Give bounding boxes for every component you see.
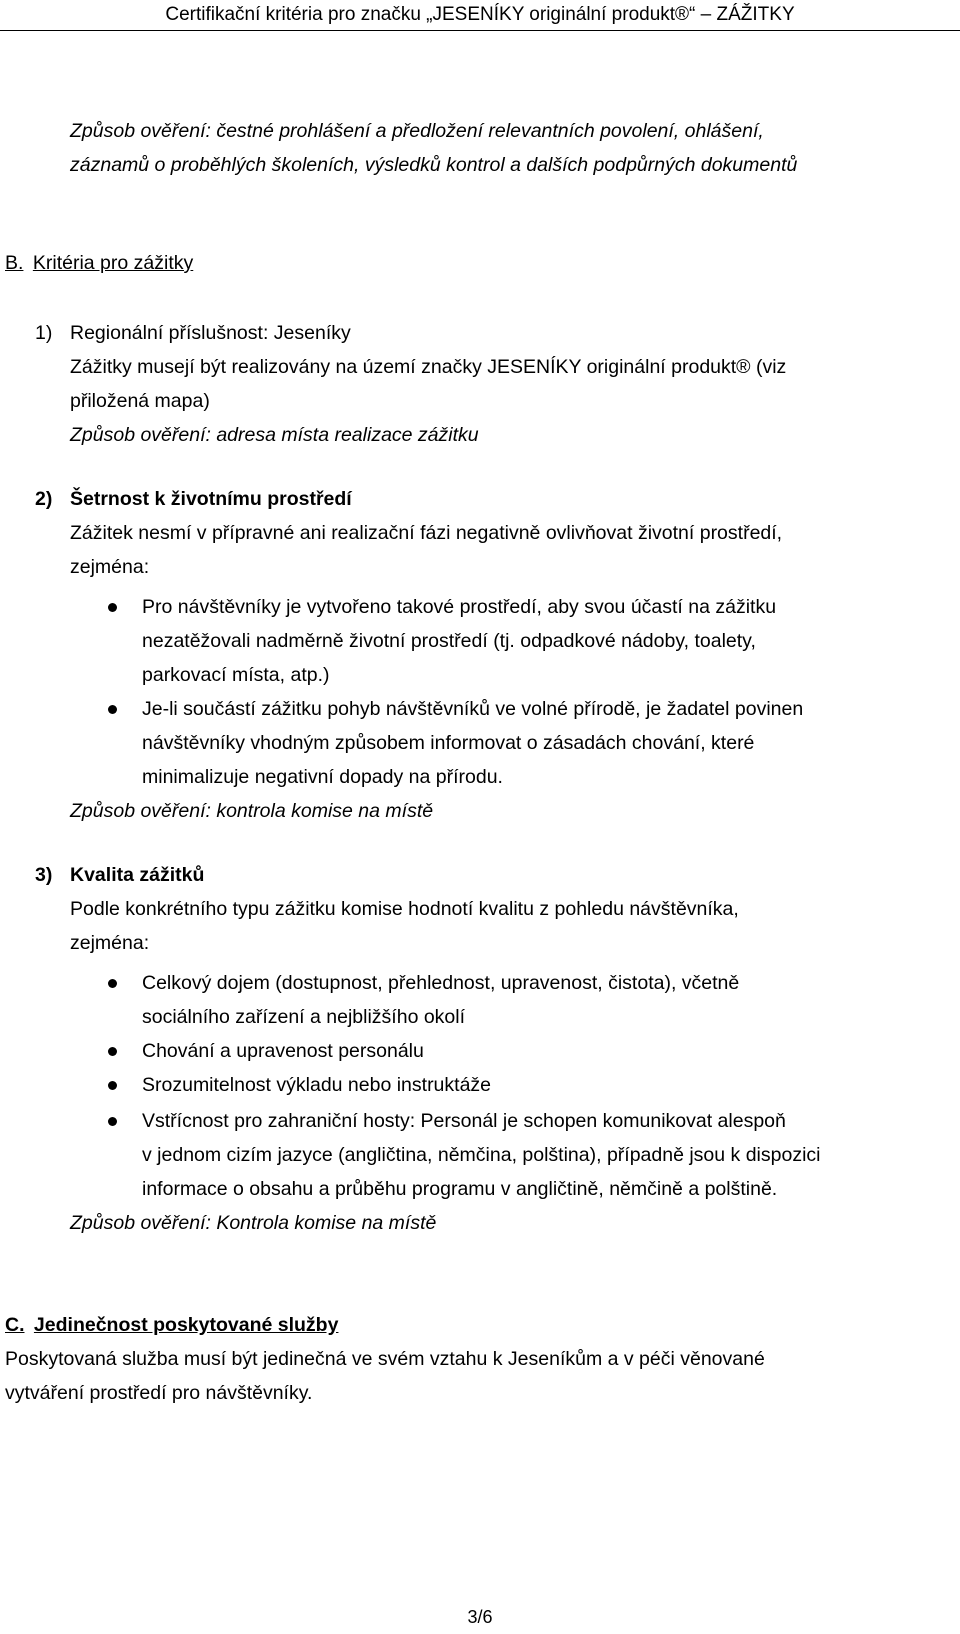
header-divider — [0, 30, 960, 31]
criterion-2-bullet-2-line-1: Je-li součástí zážitku pohyb návštěvníků ve volné přírodě, je žadatel povinen — [142, 698, 804, 720]
criterion-3-bullet-3-line-1: Srozumitelnost výkladu nebo instruktáže — [142, 1074, 492, 1096]
intro-verification-line-2: záznamů o proběhlých školeních, výsledků kontrol a dalších podpůrných dokumentů — [70, 154, 798, 176]
intro-verification-line-1: Způsob ověření: čestné prohlášení a předložení relevantních povolení, ohlášení, — [70, 120, 764, 142]
criterion-1-title: Regionální příslušnost: Jeseníky — [70, 322, 351, 344]
page-number: 3/6 — [467, 1607, 493, 1627]
criterion-2-bullet-1-line-3: parkovací místa, atp.) — [142, 664, 330, 686]
bullet-icon — [108, 1081, 117, 1090]
section-c-heading — [5, 1308, 338, 1342]
criterion-3-body-line-1: Podle konkrétního typu zážitku komise hodnotí kvalitu z pohledu návštěvníka, — [70, 898, 739, 920]
criterion-1-verification: Způsob ověření: adresa místa realizace zážitku — [70, 424, 479, 446]
section-c-body-line-1: Poskytovaná služba musí být jedinečná ve svém vztahu k Jeseníkům a v péči věnované — [5, 1348, 765, 1370]
section-c-letter: C. — [5, 1314, 25, 1336]
section-c-body-line-2: vytváření prostředí pro návštěvníky. — [5, 1382, 313, 1404]
criterion-2-body-line-2: zejména: — [70, 556, 150, 578]
criterion-1-body-line-2: přiložená mapa) — [70, 390, 210, 412]
criterion-3-number: 3) — [35, 864, 53, 886]
criterion-3-body-line-2: zejména: — [70, 932, 150, 954]
criterion-3-bullet-1-line-1: Celkový dojem (dostupnost, přehlednost, upravenost, čistota), včetně — [142, 972, 740, 994]
bullet-icon — [108, 979, 117, 988]
criterion-2-bullet-1-line-2: nezatěžovali nadměrně životní prostředí (tj. odpadkové nádoby, toalety, — [142, 630, 756, 652]
criterion-2-verification: Způsob ověření: kontrola komise na místě — [70, 800, 434, 822]
criterion-2-title: Šetrnost k životnímu prostředí — [70, 488, 352, 510]
section-c-title: Jedinečnost poskytované služby — [33, 1314, 339, 1336]
criterion-3-bullet-4-line-1: Vstřícnost pro zahraniční hosty: Personál je schopen komunikovat alespoň — [142, 1110, 786, 1132]
criterion-1-number: 1) — [35, 322, 53, 344]
criterion-2-bullet-2-line-3: minimalizuje negativní dopady na přírodu. — [142, 766, 503, 788]
criterion-3-title: Kvalita zážitků — [70, 864, 205, 886]
criterion-2-bullet-2-line-2: návštěvníky vhodným způsobem informovat o zásadách chování, které — [142, 732, 755, 754]
bullet-icon — [108, 1117, 117, 1126]
criterion-1-body-line-1: Zážitky musejí být realizovány na území značky JESENÍKY originální produkt® (viz — [70, 356, 787, 378]
bullet-icon — [108, 603, 117, 612]
page-header: Certifikační kritéria pro značku „JESENÍKY originální produkt®“ – ZÁŽITKY — [165, 4, 795, 25]
section-b-title: Kritéria pro zážitky — [32, 252, 194, 274]
bullet-icon — [108, 1047, 117, 1056]
criterion-2-number: 2) — [35, 488, 53, 510]
criterion-2-body-line-1: Zážitek nesmí v přípravné ani realizační fázi negativně ovlivňovat životní prostředí, — [70, 522, 783, 544]
section-b-letter: B. — [5, 252, 24, 274]
section-b-heading — [5, 246, 193, 280]
criterion-3-bullet-4-line-2: v jednom cizím jazyce (angličtina, němčina, polština), případně jsou k dispozici — [142, 1144, 821, 1166]
criterion-3-bullet-1-line-2: sociálního zařízení a nejbližšího okolí — [142, 1006, 466, 1028]
criterion-3-bullet-2-line-1: Chování a upravenost personálu — [142, 1040, 424, 1062]
criterion-3-verification: Způsob ověření: Kontrola komise na místě — [70, 1212, 437, 1234]
bullet-icon — [108, 705, 117, 714]
criterion-2-bullet-1-line-1: Pro návštěvníky je vytvořeno takové prostředí, aby svou účastí na zážitku — [142, 596, 777, 618]
criterion-3-bullet-4-line-3: informace o obsahu a průběhu programu v angličtině, němčině a polštině. — [142, 1178, 778, 1200]
